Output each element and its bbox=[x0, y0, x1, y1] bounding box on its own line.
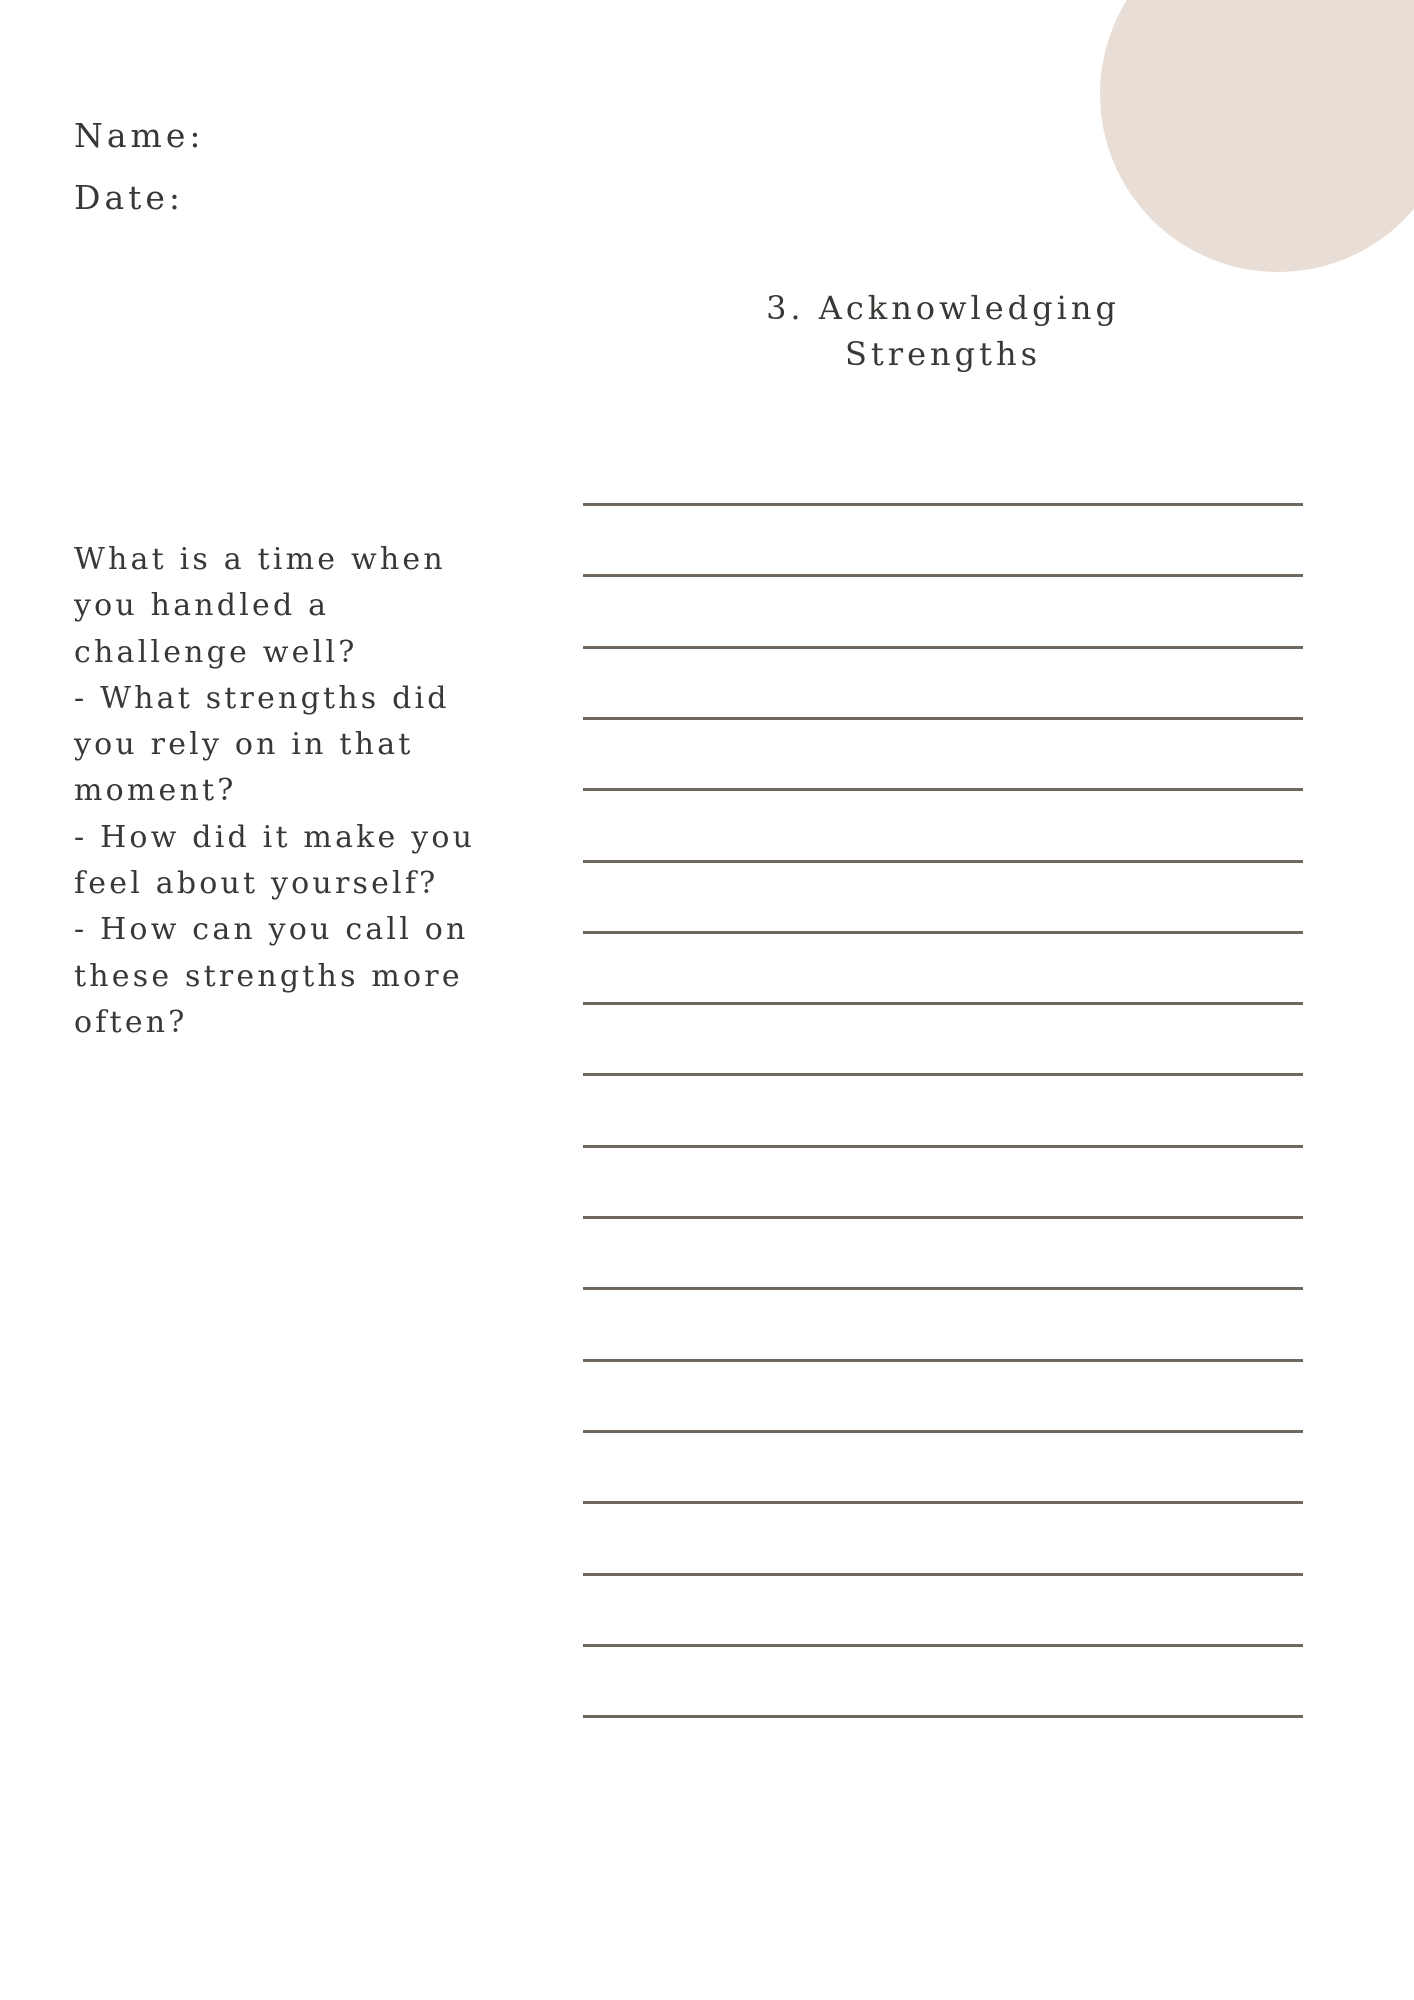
writing-line bbox=[583, 1430, 1303, 1433]
writing-line bbox=[583, 503, 1303, 506]
writing-line bbox=[583, 574, 1303, 577]
writing-line bbox=[583, 1501, 1303, 1504]
section-title-line-1: 3. Acknowledging bbox=[766, 289, 1120, 327]
prompt-line: - How did it make you bbox=[74, 819, 476, 855]
prompt-line: challenge well? bbox=[74, 634, 358, 670]
writing-line bbox=[583, 1573, 1303, 1576]
writing-line bbox=[583, 860, 1303, 863]
prompt-text bbox=[74, 537, 544, 1046]
writing-line bbox=[583, 1216, 1303, 1219]
writing-line bbox=[583, 1715, 1303, 1718]
prompt-line: - What strengths did bbox=[74, 680, 450, 716]
prompt-line: often? bbox=[74, 1004, 188, 1040]
date-label: Date: bbox=[74, 178, 185, 217]
writing-line bbox=[583, 1073, 1303, 1076]
name-label: Name: bbox=[74, 116, 205, 155]
prompt-line: you handled a bbox=[74, 588, 330, 624]
section-title bbox=[720, 285, 1166, 377]
writing-line bbox=[583, 1359, 1303, 1362]
prompt-line: feel about yourself? bbox=[74, 866, 439, 902]
prompt-line: these strengths more bbox=[74, 958, 463, 994]
writing-line bbox=[583, 1002, 1303, 1005]
writing-line bbox=[583, 931, 1303, 934]
writing-line bbox=[583, 788, 1303, 791]
writing-line bbox=[583, 1145, 1303, 1148]
prompt-line: moment? bbox=[74, 773, 237, 809]
prompt-line: What is a time when bbox=[74, 542, 446, 577]
prompt-line: you rely on in that bbox=[74, 727, 414, 763]
section-title-line-2: Strengths bbox=[845, 335, 1041, 373]
prompt-line: - How can you call on bbox=[74, 912, 469, 948]
writing-line bbox=[583, 646, 1303, 649]
writing-line bbox=[583, 1287, 1303, 1290]
writing-line bbox=[583, 717, 1303, 720]
decorative-circle bbox=[1100, 0, 1414, 272]
writing-line bbox=[583, 1644, 1303, 1647]
